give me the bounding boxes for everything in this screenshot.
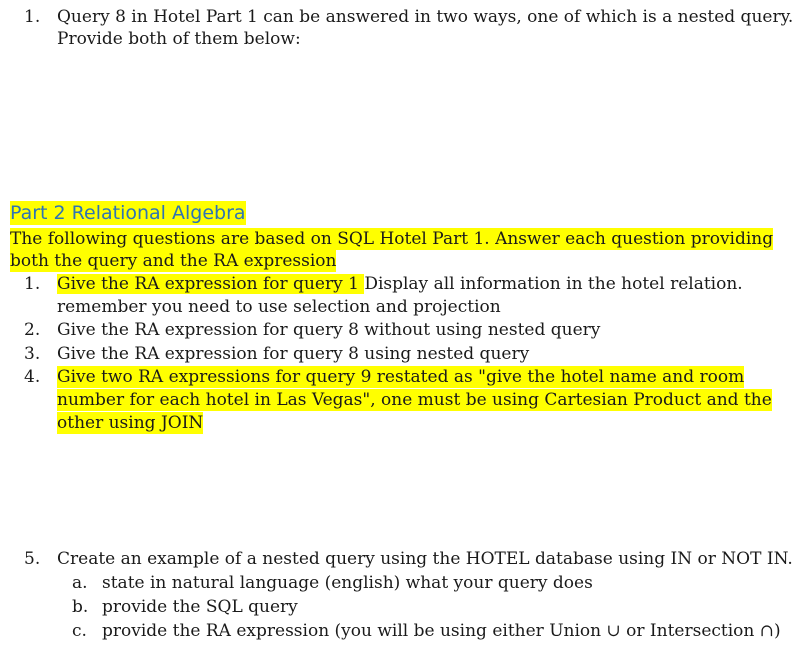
q5-sub-b-letter: b. — [72, 597, 89, 617]
q1-number: 1. — [24, 7, 41, 27]
part2-intro-line2: both the query and the RA expression — [10, 251, 337, 271]
part2-item1-highlighted: Give the RA expression for query 1 — [57, 274, 365, 294]
q5-sub-c-text: provide the RA expression (you will be using either Union ∪ or Intersection ∩) — [102, 621, 781, 641]
q5-text: Create an example of a nested query using the HOTEL database using IN or NOT IN. — [57, 549, 793, 569]
part2-item4-line1: Give two RA expressions for query 9 restated as "give the hotel name and room — [57, 367, 745, 387]
q5-number: 5. — [24, 549, 41, 569]
part2-item2-text: Give the RA expression for query 8 without using nested query — [57, 320, 601, 340]
part2-intro-line1: The following questions are based on SQL Hotel Part 1. Answer each question providing — [10, 229, 774, 249]
part2-item3-number: 3. — [24, 344, 41, 364]
q5-sub-a-text: state in natural language (english) what your query does — [102, 573, 593, 593]
part2-item4-number: 4. — [24, 367, 41, 387]
part2-item1-number: 1. — [24, 274, 41, 294]
q1-text-line2: Provide both of them below: — [57, 29, 301, 49]
part2-item4-line2: number for each hotel in Las Vegas", one must be using Cartesian Product and the — [57, 390, 772, 410]
part2-item1-rest: Display all information in the hotel relation. — [364, 274, 743, 294]
q5-sub-b-text: provide the SQL query — [102, 597, 298, 617]
q5-sub-c-letter: c. — [72, 621, 87, 641]
part2-item2-number: 2. — [24, 320, 41, 340]
part2-heading: Part 2 Relational Algebra — [10, 202, 246, 224]
part2-item1-line2: remember you need to use selection and projection — [57, 297, 501, 317]
q5-sub-a-letter: a. — [72, 573, 88, 593]
part2-item3-text: Give the RA expression for query 8 using nested query — [57, 344, 530, 364]
q1-text-line1: Query 8 in Hotel Part 1 can be answered in two ways, one of which is a nested query. — [57, 7, 794, 27]
part2-item1-line1 — [57, 273, 743, 295]
part2-item4-line3: other using JOIN — [57, 413, 204, 433]
